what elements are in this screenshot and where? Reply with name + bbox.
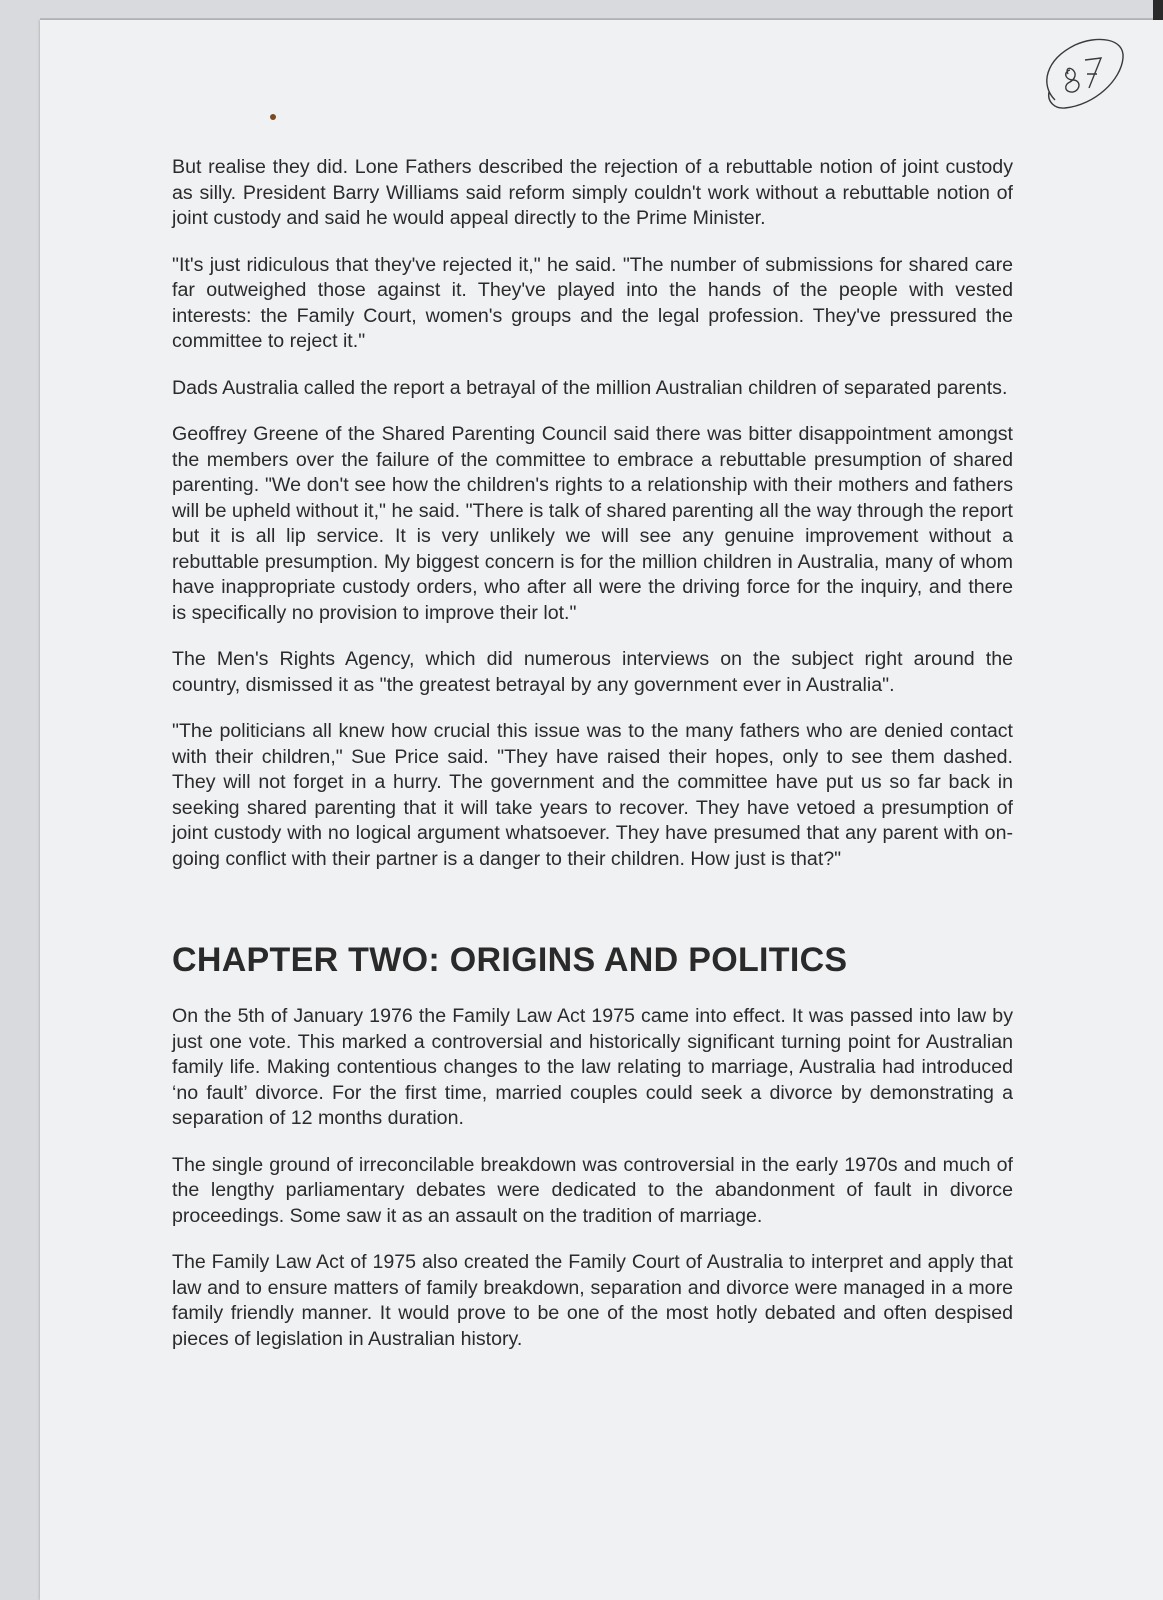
paragraph: The Men's Rights Agency, which did numerous interviews on the subject right around the country, dismissed it as "the greatest betrayal by any government ever in Australia". bbox=[172, 648, 1013, 696]
paragraph: "The politicians all knew how crucial this issue was to the many fathers who are denied contact with their children," Sue Price said. "They have raised their hopes, only to see them dashed. They will not forget in a hurry. The government and the committee have put us so far back in seeking shared parenting that it will take years to recover. They have vetoed a presumption of joint custody with no logical argument whatsoever. They have presumed that any parent with on-going conflict with their partner is a danger to their children. How just is that?" bbox=[172, 720, 1013, 870]
paragraph: The Family Law Act of 1975 also created the Family Court of Australia to interpret and apply that law and to ensure matters of family breakdown, separation and divorce were managed in a more family friendly manner. It would prove to be one of the most hotly debated and often despised pieces of legislation in Australian history. bbox=[172, 1251, 1013, 1350]
chapter-heading: CHAPTER TWO: ORIGINS AND POLITICS bbox=[172, 941, 848, 979]
paragraph: Dads Australia called the report a betrayal of the million Australian children of separated parents. bbox=[172, 376, 1008, 399]
ink-dot bbox=[270, 114, 276, 120]
document-body bbox=[172, 155, 1013, 1373]
paragraph: Geoffrey Greene of the Shared Parenting Council said there was bitter disappointment amongst the members over the failure of the committee to embrace a rebuttable presumption of shared parenting. "We don't see how the children's rights to a relationship with their mothers and fathers will be upheld without it," he said. "There is talk of shared parenting all the way through the report but it is all lip service. It is very unlikely we will see any genuine improvement without a rebuttable presumption. My biggest concern is for the million children in Australia, many of whom have inappropriate custody orders, who after all were the driving force for the inquiry, and there is specifically no provision to improve their lot." bbox=[172, 423, 1013, 624]
paragraph: But realise they did. Lone Fathers described the rejection of a rebuttable notion of joint custody as silly. President Barry Williams said reform simply couldn't work without a rebuttable notion of joint custody and said he would appeal directly to the Prime Minister. bbox=[172, 156, 1013, 229]
handwritten-page-number-drawing bbox=[1047, 39, 1123, 108]
paragraph: The single ground of irreconcilable breakdown was controversial in the early 1970s and much of the lengthy parliamentary debates were dedicated to the abandonment of fault in divorce proceedings. Some saw it as an assault on the tradition of marriage. bbox=[172, 1153, 1013, 1227]
scan-corner-mark bbox=[1153, 0, 1163, 22]
paragraph: On the 5th of January 1976 the Family Law Act 1975 came into effect. It was passed into law by just one vote. This marked a controversial and historically significant turning point for Australian family life. Making contentious changes to the law relating to marriage, Australia had introduced ‘no fault’ divorce. For the first time, married couples could seek a divorce by demonstrating a separation of 12 months duration. bbox=[172, 1005, 1013, 1129]
paragraph: "It's just ridiculous that they've rejected it," he said. "The number of submissions for shared care far outweighed those against it. They've played into the hands of the people with vested interests: the Family Court, women's groups and the legal profession. They've pressured the committee to reject it." bbox=[172, 253, 1013, 352]
handwritten-page-number bbox=[1035, 30, 1131, 120]
